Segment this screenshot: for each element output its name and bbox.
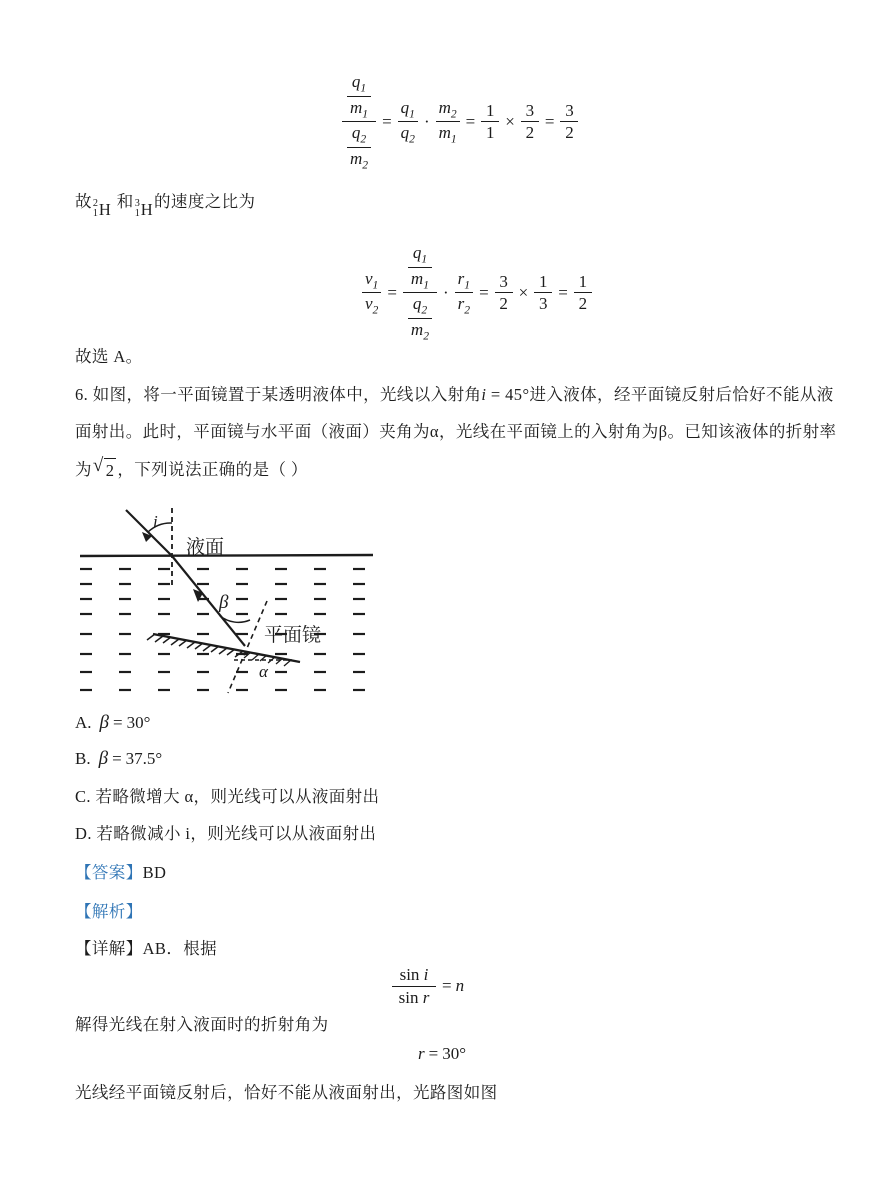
option-a-equals: = [113, 713, 123, 732]
q6-line3-part-b: ，下列说法正确的是（ ） [117, 460, 308, 479]
incident-ray [126, 510, 172, 556]
figure-label-liquid-surface: 液面 [186, 537, 225, 558]
fraction-result-1: $\frac{3}{2}$ [560, 101, 578, 143]
formula-velocity-ratio [360, 243, 594, 343]
square-root-2: √ 2 [93, 457, 116, 484]
physics-diagram-figure [68, 488, 478, 703]
option-a[interactable] [75, 712, 150, 734]
sentence-prefix: 故 [75, 192, 92, 211]
option-d-letter: D. [75, 824, 92, 843]
equals-sign-4: = [387, 282, 397, 302]
isotope-velocity-sentence [75, 190, 255, 223]
detail-line [75, 937, 217, 962]
figure-label-plane-mirror: 平面镜 [264, 625, 322, 646]
answer-line [75, 861, 166, 886]
answer-value: BD [142, 863, 167, 882]
q6-line2-part-b: ，光线在平面镜上的入射角为 [438, 422, 659, 441]
equals-sign-2: = [465, 111, 476, 131]
option-a-beta: β [99, 712, 109, 733]
equals-sign-6: = [558, 282, 568, 302]
r-value: 30° [442, 1044, 467, 1063]
question6-line3 [75, 457, 308, 484]
fraction-result-2: $\frac{1}{2}$ [574, 272, 592, 314]
nested-fraction-left [342, 72, 376, 172]
answer-tag: 【答案】 [75, 863, 143, 882]
option-b-value: 37.5° [125, 749, 163, 768]
figure-symbol-i: i [153, 512, 158, 531]
option-c-letter: C. [75, 787, 91, 806]
isotope-tritium: 3 1 H [134, 198, 154, 220]
equals-sign-5: = [479, 282, 489, 302]
snell-n: n [455, 976, 465, 996]
nested-fraction-qm: $\frac{\frac{q_1}{m_1}}{\frac{q_2}{m_2}}$ [403, 243, 437, 343]
q6-angle-value: = 45° [490, 385, 530, 404]
times-sign-2: × [518, 282, 529, 302]
equals-sign-3: = [544, 111, 555, 131]
final-line: 光线经平面镜反射后，恰好不能从液面射出，光路图如图 [75, 1083, 498, 1102]
option-a-value: 30° [126, 713, 151, 732]
option-c[interactable] [75, 785, 379, 810]
option-c-text: 若略微增大 α，则光线可以从液面射出 [95, 787, 380, 806]
q6-symbol-i: i [481, 385, 487, 404]
fraction-m2-m1: $\frac{m_2}{m_1}$ [436, 98, 460, 146]
refraction-angle-line: 解得光线在射入液面时的折射角为 [75, 1015, 329, 1034]
snell-equals: = [442, 976, 452, 996]
isotope-deuterium: 2 1 H [92, 198, 112, 220]
fraction-1-1: $\frac{1}{1}$ [481, 101, 499, 143]
option-b-beta: β [98, 748, 109, 769]
fraction-3-2: $\frac{3}{2}$ [521, 101, 539, 143]
formula-r-value [418, 1044, 466, 1064]
nested-denominator: $\frac{q_2}{m_2}$ [342, 123, 376, 171]
nested-numerator: $\frac{q_1}{m_1}$ [342, 72, 376, 120]
multiplication-dot-1: · [423, 111, 430, 131]
fraction-r1-r2: $\frac{r_1}{r_2}$ [455, 269, 473, 317]
detail-prefix: AB．根据 [142, 939, 218, 958]
q6-symbol-alpha: α [429, 422, 439, 441]
question6-line1 [75, 383, 834, 408]
q6-symbol-beta: β [658, 422, 668, 441]
formula-snell-law [390, 965, 464, 1007]
angle-i-arc [148, 523, 172, 532]
figure-symbol-beta: β [219, 592, 229, 613]
liquid-surface-line [80, 555, 373, 556]
option-d-text: 若略微减小 i，则光线可以从液面射出 [96, 824, 377, 843]
q6-line1-part-b: 进入液体，经平面镜反射后恰好不能从液 [529, 385, 834, 404]
analysis-tag: 【解析】 [75, 902, 143, 921]
fraction-1-3: $\frac{1}{3}$ [534, 272, 552, 314]
sentence-suffix: 的速度之比为 [154, 192, 256, 211]
option-a-letter: A. [75, 713, 92, 732]
fraction-3-2-b: $\frac{3}{2}$ [495, 272, 513, 314]
fraction-q1-q2: $\frac{q_1}{q_2}$ [398, 98, 418, 146]
q6-line2-part-a: 面射出。此时，平面镜与水平面（液面）夹角为 [75, 422, 430, 441]
r-variable: r [418, 1044, 425, 1063]
option-b[interactable] [75, 748, 162, 770]
question6-line2 [75, 420, 836, 445]
multiplication-dot-2: · [442, 282, 449, 302]
q6-line3-part-a: 为 [75, 460, 92, 479]
fraction-sin-i-sin-r: $\frac{\text{sin i}}{\text{sin r}}$ [392, 965, 436, 1007]
physics-diagram-svg [68, 488, 478, 703]
figure-symbol-alpha: α [259, 662, 268, 681]
times-sign-1: × [505, 111, 515, 131]
option-d[interactable] [75, 822, 376, 847]
liquid-dash-grid [80, 569, 365, 690]
sentence-middle: 和 [116, 192, 134, 211]
r-equals: = [428, 1044, 439, 1063]
option-b-equals: = [112, 749, 122, 768]
fraction-v1-v2: $\frac{v_1}{v_2}$ [362, 269, 381, 317]
equals-sign-1: = [382, 111, 392, 131]
previous-answer-line: 故选 A。 [75, 347, 143, 366]
formula-charge-mass-ratio [340, 72, 580, 172]
q6-line1-part-a: 6. 如图，将一平面镜置于某透明液体中，光线以入射角 [75, 385, 482, 404]
detail-tag: 【详解】 [75, 939, 143, 958]
option-b-letter: B. [75, 749, 91, 768]
q6-line2-part-c: 。已知该液体的折射率 [667, 422, 837, 441]
